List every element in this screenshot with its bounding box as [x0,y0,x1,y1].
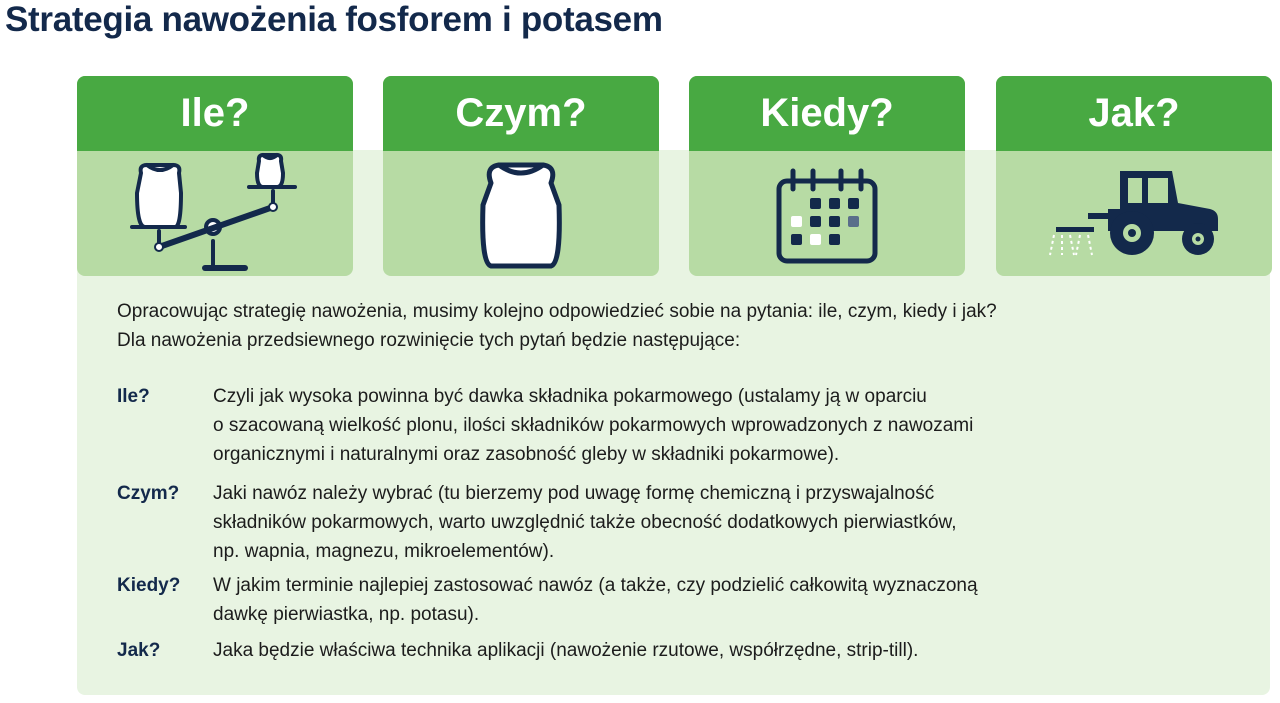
answer-line: Jaka będzie właściwa technika aplikacji (nawożenie rzutowe, współrzędne, strip-till). [213,640,919,661]
answer-line: organicznymi i naturalnymi oraz zasobność gleby w składniki pokarmowe). [213,444,840,465]
calendar-icon [689,151,965,276]
card-ile [77,76,353,276]
answer-line: dawkę pierwiastka, np. potasu). [213,604,480,625]
tractor-icon [996,151,1272,276]
card-jak [996,76,1272,276]
card-czym-title: Czym? [383,76,659,151]
question-label: Ile? [117,386,150,407]
answer-line: o szacowaną wielkość plonu, ilości składników pokarmowych wprowadzonych z nawozami [213,415,974,436]
intro-text [117,297,1257,355]
card-jak-title: Jak? [996,76,1272,151]
question-label: Czym? [117,483,180,504]
question-answer [213,382,1223,469]
question-label: Kiedy? [117,575,181,596]
answer-line: W jakim terminie najlepiej zastosować nawóz (a także, czy podzielić całkowitą wyznaczoną [213,575,978,596]
card-ile-title: Ile? [77,76,353,151]
card-kiedy-title: Kiedy? [689,76,965,151]
scale-icon [77,151,353,276]
question-answer [213,479,1223,566]
answer-line: Jaki nawóz należy wybrać (tu bierzemy pod uwagę formę chemiczną i przyswajalność [213,483,935,504]
page-title: Strategia nawożenia fosforem i potasem [5,0,663,39]
answer-line: np. wapnia, magnezu, mikroelementów). [213,541,555,562]
answer-line: składników pokarmowych, warto uwzględnić także obecność dodatkowych pierwiastków, [213,512,957,533]
question-label: Jak? [117,640,161,661]
card-czym [383,76,659,276]
card-kiedy [689,76,965,276]
intro-line-2: Dla nawożenia przedsiewnego rozwinięcie tych pytań będzie następujące: [117,330,741,351]
question-answer [213,571,1223,629]
intro-line-1: Opracowując strategię nawożenia, musimy kolejno odpowiedzieć sobie na pytania: ile, czym, kiedy i jak? [117,301,997,322]
answer-line: Czyli jak wysoka powinna być dawka składnika pokarmowego (ustalamy ją w oparciu [213,386,927,407]
question-answer [213,636,1223,665]
fertilizer-bag-icon [383,151,659,276]
